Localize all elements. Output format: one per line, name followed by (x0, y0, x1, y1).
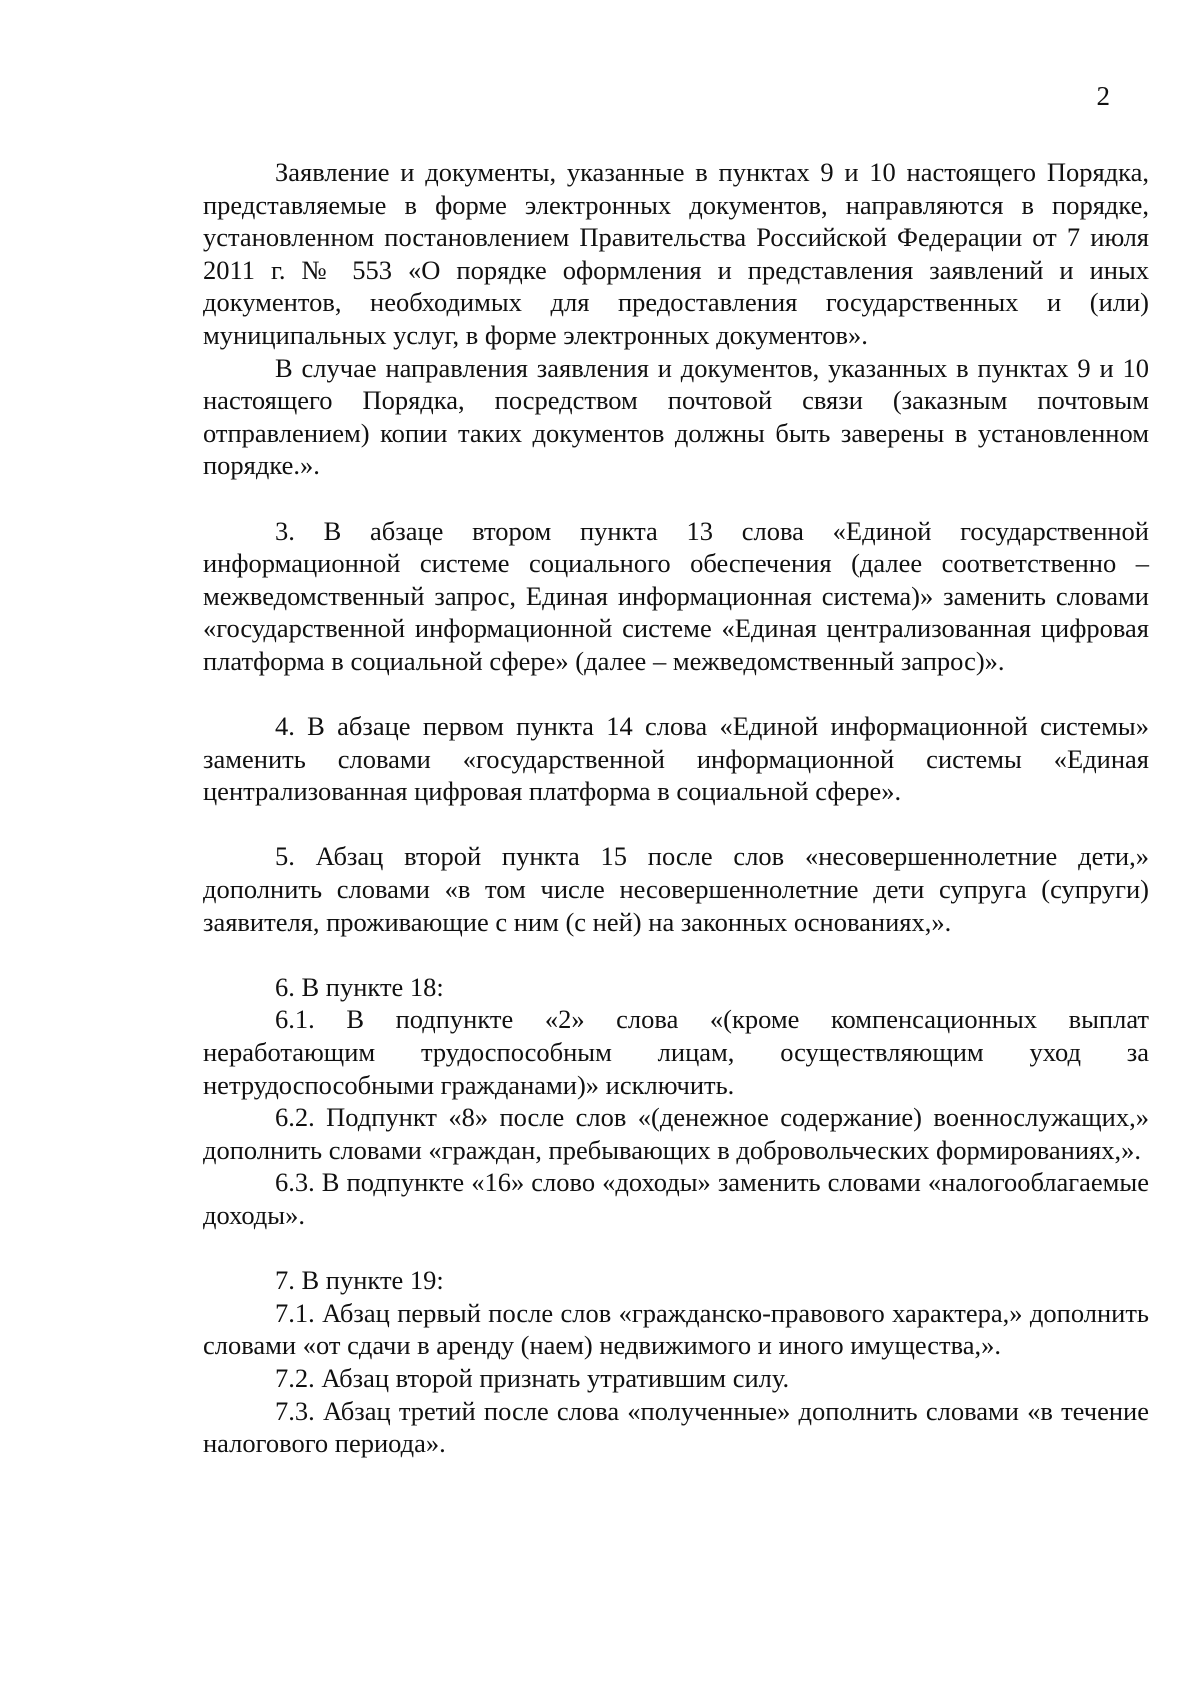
paragraph-item-4: 4. В абзаце первом пункта 14 слова «Единой информационной системы» заменить словами «государственной информационной системы «Единая централизованная цифровая платформа в социальной сфере». (203, 711, 1149, 807)
paragraph-spacer (203, 482, 1149, 515)
page-number: 2 (1096, 81, 1110, 111)
paragraph-electronic-docs: Заявление и документы, указанные в пунктах 9 и 10 настоящего Порядка, представляемые в форме электронных документов, направляются в порядке, установленном постановлением Правительства Российской Федерации от 7 июля 2011 г. № 553 «О порядке оформления и представления заявлений и иных документов, необходимых для предоставления государственных и (или) муниципальных услуг, в форме электронных документов». (203, 157, 1149, 350)
paragraph-spacer (203, 808, 1149, 841)
paragraph-item-6-1: 6.1. В подпункте «2» слова «(кроме компенсационных выплат неработающим трудоспособным лицам, осуществляющим уход за нетрудоспособными гражданами)» исключить. (203, 1004, 1149, 1100)
paragraph-item-7-3: 7.3. Абзац третий после слова «полученные» дополнить словами «в течение налогового периода». (203, 1395, 1149, 1459)
paragraph-item-5: 5. Абзац второй пункта 15 после слов «несовершеннолетние дети,» дополнить словами «в том числе несовершеннолетние дети супруга (супруги) заявителя, проживающие с ним (с ней) на законных основаниях,». (203, 841, 1149, 937)
paragraph-item-6: 6. В пункте 18: (275, 971, 444, 1002)
paragraph-spacer (203, 1232, 1149, 1265)
paragraph-spacer (203, 678, 1149, 711)
paragraph-item-7: 7. В пункте 19: (275, 1265, 444, 1296)
paragraph-item-7-2: 7.2. Абзац второй признать утратившим силу. (275, 1362, 790, 1393)
paragraph-spacer (203, 938, 1149, 971)
paragraph-item-7-1: 7.1. Абзац первый после слов «гражданско-правового характера,» дополнить словами «от сдачи в аренду (наем) недвижимого и иного имущества,». (203, 1297, 1149, 1361)
document-body (203, 156, 1149, 1460)
paragraph-item-3: 3. В абзаце втором пункта 13 слова «Единой государственной информационной системе социального обеспечения (далее соответственно – межведомственный запрос, Единая информационная система)» заменить словами «государственной информационной системе «Единая централизованная цифровая платформа в социальной сфере» (далее – межведомственный запрос)». (203, 515, 1149, 676)
paragraph-item-6-3: 6.3. В подпункте «16» слово «доходы» заменить словами «налогооблагаемые доходы». (203, 1167, 1149, 1230)
paragraph-item-6-2: 6.2. Подпункт «8» после слов «(денежное содержание) военнослужащих,» дополнить словами «граждан, пребывающих в добровольческих формированиях,». (203, 1102, 1149, 1165)
paragraph-postal-docs: В случае направления заявления и документов, указанных в пунктах 9 и 10 настоящего Порядка, посредством почтовой связи (заказным почтовым отправлением) копии таких документов должны быть заверены в установленном порядке.». (203, 352, 1149, 481)
